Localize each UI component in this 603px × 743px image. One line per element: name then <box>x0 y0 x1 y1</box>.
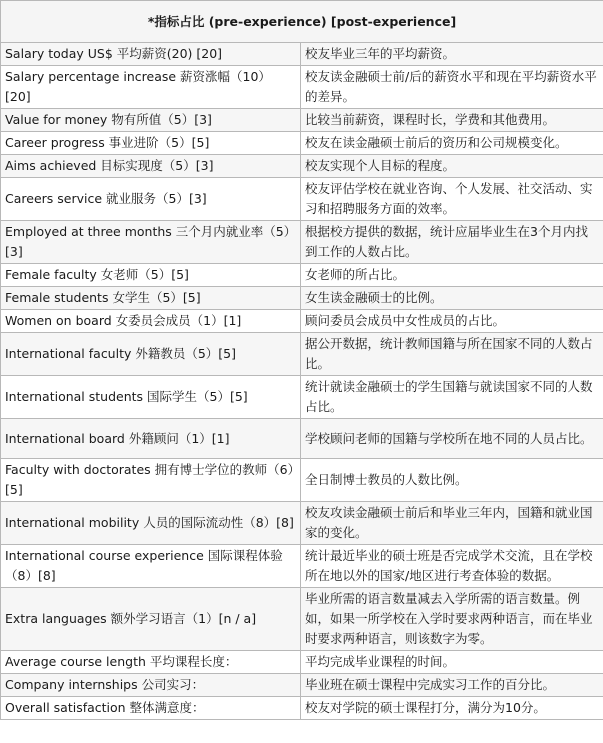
description-cell: 平均完成毕业课程的时间。 <box>301 651 603 674</box>
table-row <box>1 221 603 264</box>
metric-cell: Faculty with doctorates 拥有博士学位的教师（6）[5] <box>1 459 301 502</box>
table-body <box>1 43 603 720</box>
description-cell: 校友对学院的硕士课程打分，满分为10分。 <box>301 697 603 720</box>
table-header: *指标占比 (pre-experience) [post-experience] <box>1 1 603 43</box>
metric-cell: Aims achieved 目标实现度（5）[3] <box>1 155 301 178</box>
description-cell: 毕业所需的语言数量减去入学所需的语言数量。例如，如果一所学校在入学时要求两种语言，而在毕业时要求两种语言，则该数字为零。 <box>301 588 603 651</box>
metric-cell: Careers service 就业服务（5）[3] <box>1 178 301 221</box>
table-row <box>1 545 603 588</box>
metric-cell: International faculty 外籍教员（5）[5] <box>1 333 301 376</box>
table-row <box>1 178 603 221</box>
description-cell: 统计最近毕业的硕士班是否完成学术交流，且在学校所在地以外的国家/地区进行考查体验的数据。 <box>301 545 603 588</box>
table-row <box>1 287 603 310</box>
metric-cell: International mobility 人员的国际流动性（8）[8] <box>1 502 301 545</box>
description-cell: 女生读金融硕士的比例。 <box>301 287 603 310</box>
description-cell: 校友评估学校在就业咨询、个人发展、社交活动、实习和招聘服务方面的效率。 <box>301 178 603 221</box>
description-cell: 据公开数据，统计教师国籍与所在国家不同的人数占比。 <box>301 333 603 376</box>
description-cell: 全日制博士教员的人数比例。 <box>301 459 603 502</box>
metric-cell: Average course length 平均课程长度： <box>1 651 301 674</box>
table-row <box>1 43 603 66</box>
table-row <box>1 310 603 333</box>
description-cell: 校友读金融硕士前/后的薪资水平和现在平均薪资水平的差异。 <box>301 66 603 109</box>
table-row <box>1 376 603 419</box>
table-row <box>1 674 603 697</box>
table-row <box>1 502 603 545</box>
table-row <box>1 588 603 651</box>
table-row <box>1 459 603 502</box>
description-cell: 根据校方提供的数据，统计应届毕业生在3个月内找到工作的人数占比。 <box>301 221 603 264</box>
metric-cell: Female students 女学生（5）[5] <box>1 287 301 310</box>
metric-cell: International board 外籍顾问（1）[1] <box>1 419 301 459</box>
metric-cell: Company internships 公司实习： <box>1 674 301 697</box>
description-cell: 校友毕业三年的平均薪资。 <box>301 43 603 66</box>
table-row <box>1 651 603 674</box>
metric-cell: Women on board 女委员会成员（1）[1] <box>1 310 301 333</box>
description-cell: 学校顾问老师的国籍与学校所在地不同的人员占比。 <box>301 419 603 459</box>
description-cell: 校友在读金融硕士前后的资历和公司规模变化。 <box>301 132 603 155</box>
table-row <box>1 333 603 376</box>
table-row <box>1 264 603 287</box>
description-cell: 校友攻读金融硕士前后和毕业三年内，国籍和就业国家的变化。 <box>301 502 603 545</box>
metric-cell: Extra languages 额外学习语言（1）[n / a] <box>1 588 301 651</box>
table-row <box>1 155 603 178</box>
description-cell: 毕业班在硕士课程中完成实习工作的百分比。 <box>301 674 603 697</box>
metric-cell: Value for money 物有所值（5）[3] <box>1 109 301 132</box>
metric-cell: Salary percentage increase 薪资涨幅（10）[20] <box>1 66 301 109</box>
description-cell: 顾问委员会成员中女性成员的占比。 <box>301 310 603 333</box>
table-header-row <box>1 1 603 43</box>
metric-cell: International course experience 国际课程体验（8）[8] <box>1 545 301 588</box>
table-row <box>1 419 603 459</box>
metric-cell: Employed at three months 三个月内就业率（5）[3] <box>1 221 301 264</box>
metric-cell: International students 国际学生（5）[5] <box>1 376 301 419</box>
metric-cell: Overall satisfaction 整体满意度： <box>1 697 301 720</box>
description-cell: 女老师的所占比。 <box>301 264 603 287</box>
table-row <box>1 132 603 155</box>
metric-cell: Career progress 事业进阶（5）[5] <box>1 132 301 155</box>
description-cell: 统计就读金融硕士的学生国籍与就读国家不同的人数占比。 <box>301 376 603 419</box>
description-cell: 比较当前薪资，课程时长，学费和其他费用。 <box>301 109 603 132</box>
metric-cell: Female faculty 女老师（5）[5] <box>1 264 301 287</box>
table-row <box>1 66 603 109</box>
metric-cell: Salary today US$ 平均薪资(20) [20] <box>1 43 301 66</box>
description-cell: 校友实现个人目标的程度。 <box>301 155 603 178</box>
table-row <box>1 697 603 720</box>
table-row <box>1 109 603 132</box>
